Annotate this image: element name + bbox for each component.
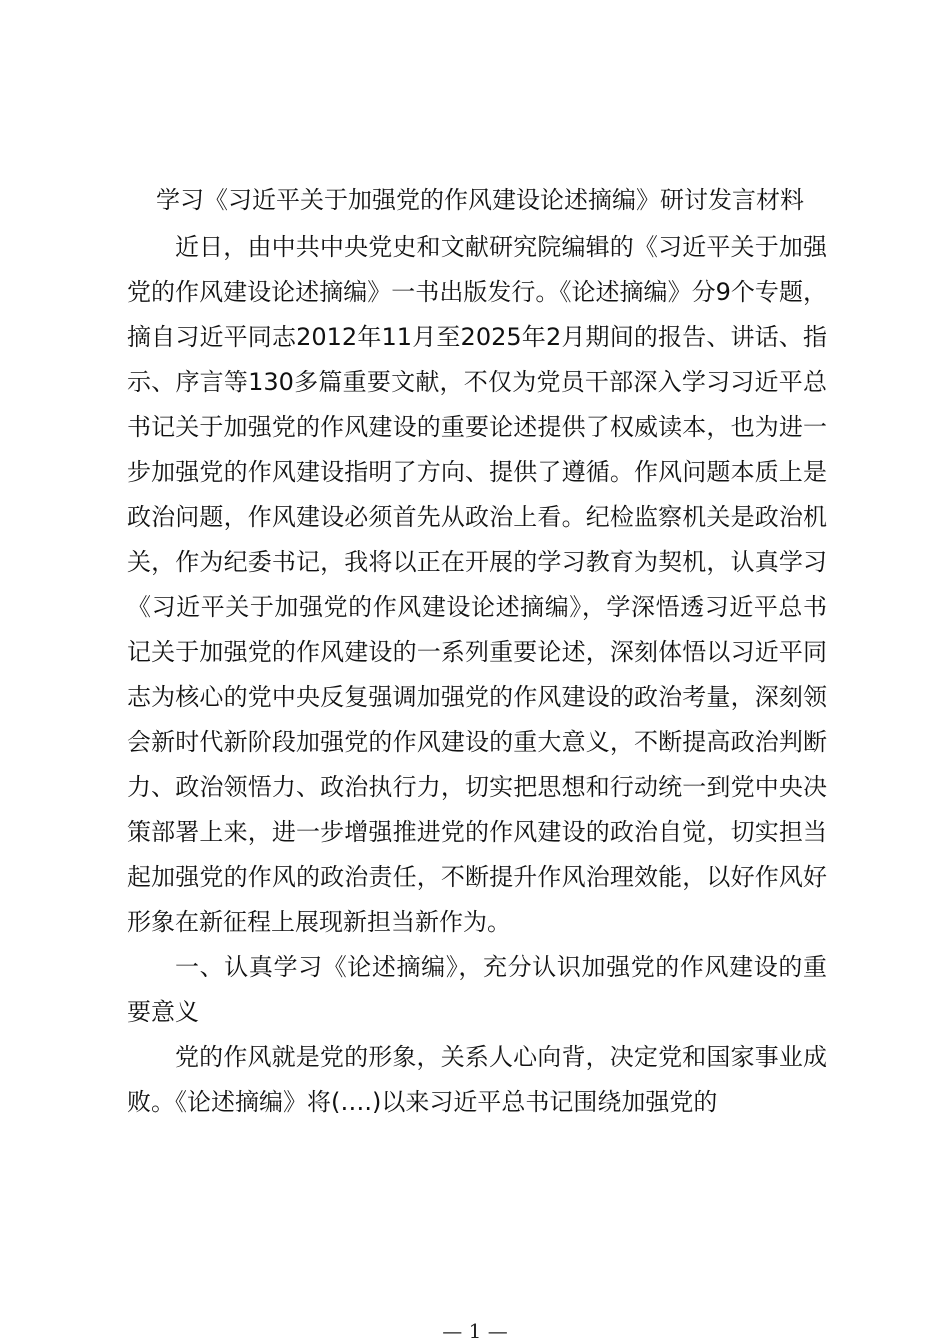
document-title: 学习《习近平关于加强党的作风建设论述摘编》研讨发言材料: [156, 186, 804, 214]
page-number: — 1 —: [442, 1319, 508, 1343]
section-heading-1: 一、认真学习《论述摘编》，充分认识加强党的作风建设的重要意义: [127, 953, 827, 1026]
body-paragraph-section-1: 党的作风就是党的形象，关系人心向背，决定党和国家事业成败。《论述摘编》将(….)以来习近平总书记围绕加强党的: [127, 1043, 827, 1116]
body-paragraph-intro: 近日，由中共中央党史和文献研究院编辑的《习近平关于加强党的作风建设论述摘编》一书出版发行。《论述摘编》分9个专题，摘自习近平同志2012年11月至2025年2月期间的报告、讲话、指示、序言等130多篇重要文献，不仅为党员干部深入学习习近平总书记关于加强党的作风建设的重要论述提供了权威读本，也为进一步加强党的作风建设指明了方向、提供了遵循。作风问题本质上是政治问题，作风建设必须首先从政治上看。纪检监察机关是政治机关，作为纪委书记，我将以正在开展的学习教育为契机，认真学习《习近平关于加强党的作风建设论述摘编》，学深悟透习近平总书记关于加强党的作风建设的一系列重要论述，深刻体悟以习近平同志为核心的党中央反复强调加强党的作风建设的政治考量，深刻领会新时代新阶段加强党的作风建设的重大意义，不断提高政治判断力、政治领悟力、政治执行力，切实把思想和行动统一到党中央决策部署上来，进一步增强推进党的作风建设的政治自觉，切实担当起加强党的作风的政治责任，不断提升作风治理效能，以好作风好形象在新征程上展现新担当新作为。: [127, 233, 827, 936]
document-body: [127, 225, 827, 1125]
